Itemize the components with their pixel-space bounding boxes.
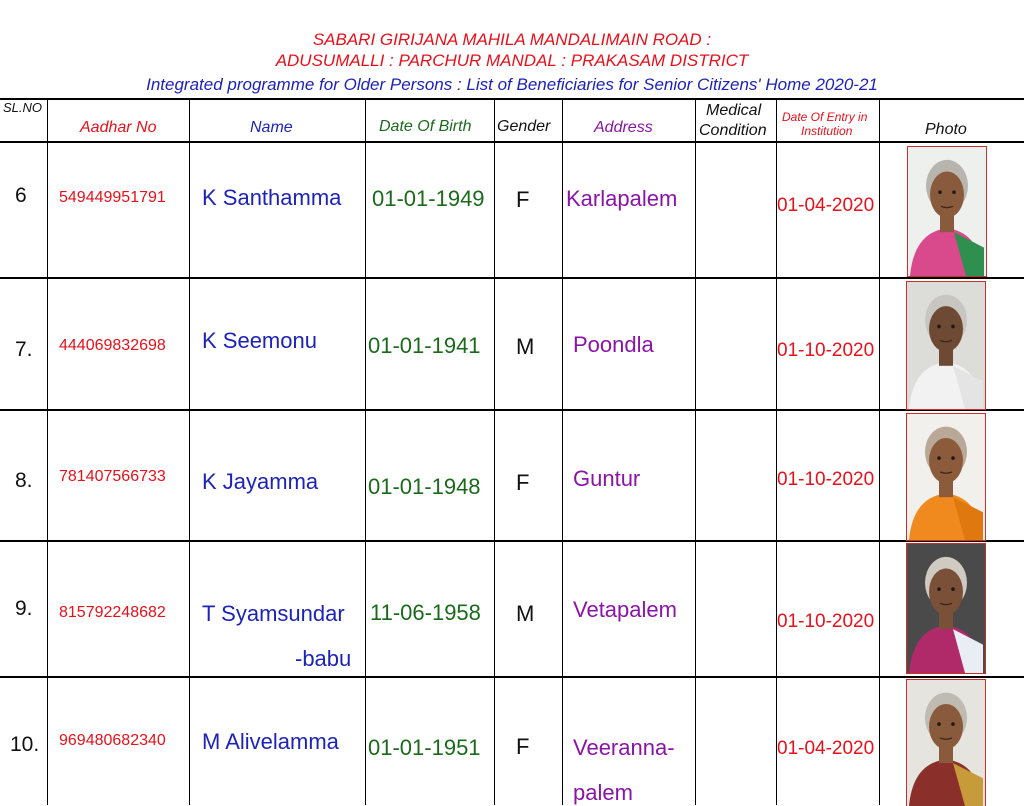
beneficiary-photo bbox=[906, 413, 986, 541]
photo-eye bbox=[937, 456, 941, 460]
column-divider bbox=[365, 98, 366, 805]
name-cell: M Alivelamma bbox=[202, 729, 339, 754]
column-divider bbox=[47, 98, 48, 805]
photo-eye bbox=[951, 587, 955, 591]
beneficiary-photo bbox=[906, 679, 986, 806]
gender-cell: F bbox=[516, 470, 530, 495]
name-cell: K Santhamma bbox=[202, 185, 342, 210]
slno-cell: 9. bbox=[15, 597, 33, 620]
col-header-medical-line2: Condition bbox=[699, 122, 767, 139]
name-cell: K Jayamma bbox=[202, 469, 319, 494]
beneficiary-photo bbox=[906, 281, 986, 410]
photo-eye bbox=[938, 190, 942, 194]
aadhar-cell: 815792248682 bbox=[59, 604, 166, 621]
name-cell: T Syamsundar bbox=[202, 601, 345, 626]
row-divider bbox=[0, 277, 1024, 279]
beneficiary-photo bbox=[906, 543, 986, 674]
photo-eye bbox=[952, 190, 956, 194]
row-divider bbox=[0, 409, 1024, 411]
gender-cell: M bbox=[516, 334, 535, 359]
beneficiary-photo bbox=[907, 146, 987, 277]
address-cell: Poondla bbox=[573, 332, 654, 357]
slno-cell: 6 bbox=[15, 184, 27, 207]
slno-cell: 10. bbox=[10, 733, 40, 756]
title-line-3: Integrated programme for Older Persons : List of Beneficiaries for Senior Citizens' Home 2020-21 bbox=[146, 75, 878, 94]
photo-face bbox=[929, 306, 963, 352]
col-header-entry-line1: Date Of Entry in bbox=[782, 110, 868, 124]
entry-date-cell: 01-10-2020 bbox=[777, 469, 875, 490]
photo-face bbox=[929, 704, 963, 749]
address-cell-continuation: palem bbox=[573, 780, 633, 805]
address-cell: Guntur bbox=[573, 466, 641, 491]
table-top-border bbox=[0, 98, 1024, 100]
col-header-name: Name bbox=[250, 119, 293, 136]
column-divider bbox=[695, 98, 696, 805]
photo-eye bbox=[937, 325, 941, 329]
title-line-1: SABARI GIRIJANA MAHILA MANDALIMAIN ROAD : bbox=[312, 30, 712, 49]
photo-eye bbox=[937, 722, 941, 726]
gender-cell: F bbox=[516, 734, 530, 759]
dob-cell: 01-01-1948 bbox=[368, 474, 481, 499]
col-header-aadhar: Aadhar No bbox=[80, 119, 157, 136]
address-cell: Karlapalem bbox=[566, 186, 678, 211]
photo-face bbox=[929, 569, 963, 615]
dob-cell: 01-01-1949 bbox=[372, 186, 485, 211]
slno-cell: 7. bbox=[15, 338, 33, 361]
photo-eye bbox=[951, 722, 955, 726]
photo-face bbox=[930, 172, 964, 218]
column-divider bbox=[562, 98, 563, 805]
photo-eye bbox=[951, 456, 955, 460]
dob-cell: 01-01-1951 bbox=[368, 735, 481, 760]
title-line-2: ADUSUMALLI : PARCHUR MANDAL : PRAKASAM DISTRICT bbox=[275, 51, 749, 70]
gender-cell: M bbox=[516, 601, 535, 626]
photo-face bbox=[929, 438, 963, 483]
gender-cell: F bbox=[516, 187, 530, 212]
aadhar-cell: 549449951791 bbox=[59, 189, 166, 206]
col-header-entry-line2: Institution bbox=[801, 124, 853, 138]
photo-eye bbox=[951, 325, 955, 329]
column-divider bbox=[189, 98, 190, 805]
row-divider bbox=[0, 676, 1024, 678]
aadhar-cell: 969480682340 bbox=[59, 732, 166, 749]
aadhar-cell: 781407566733 bbox=[59, 468, 166, 485]
aadhar-cell: 444069832698 bbox=[59, 337, 166, 354]
entry-date-cell: 01-10-2020 bbox=[777, 611, 875, 632]
name-cell: K Seemonu bbox=[202, 328, 317, 353]
col-header-medical-line1: Medical bbox=[706, 102, 762, 119]
row-divider bbox=[0, 540, 1024, 542]
dob-cell: 01-01-1941 bbox=[368, 333, 481, 358]
column-divider bbox=[879, 98, 880, 805]
col-header-address: Address bbox=[594, 119, 653, 136]
col-header-dob: Date Of Birth bbox=[379, 118, 472, 135]
name-cell-continuation: -babu bbox=[295, 646, 352, 671]
entry-date-cell: 01-04-2020 bbox=[777, 195, 875, 216]
address-cell: Vetapalem bbox=[573, 597, 677, 622]
address-cell: Veeranna- bbox=[573, 735, 675, 760]
slno-cell: 8. bbox=[15, 469, 33, 492]
column-divider bbox=[494, 98, 495, 805]
entry-date-cell: 01-10-2020 bbox=[777, 340, 875, 361]
header-bottom-border bbox=[0, 141, 1024, 143]
entry-date-cell: 01-04-2020 bbox=[777, 738, 875, 759]
col-header-slno: SL.NO bbox=[3, 100, 43, 115]
dob-cell: 11-06-1958 bbox=[370, 600, 481, 625]
col-header-photo: Photo bbox=[925, 121, 967, 138]
photo-eye bbox=[937, 587, 941, 591]
col-header-gender: Gender bbox=[497, 118, 551, 135]
